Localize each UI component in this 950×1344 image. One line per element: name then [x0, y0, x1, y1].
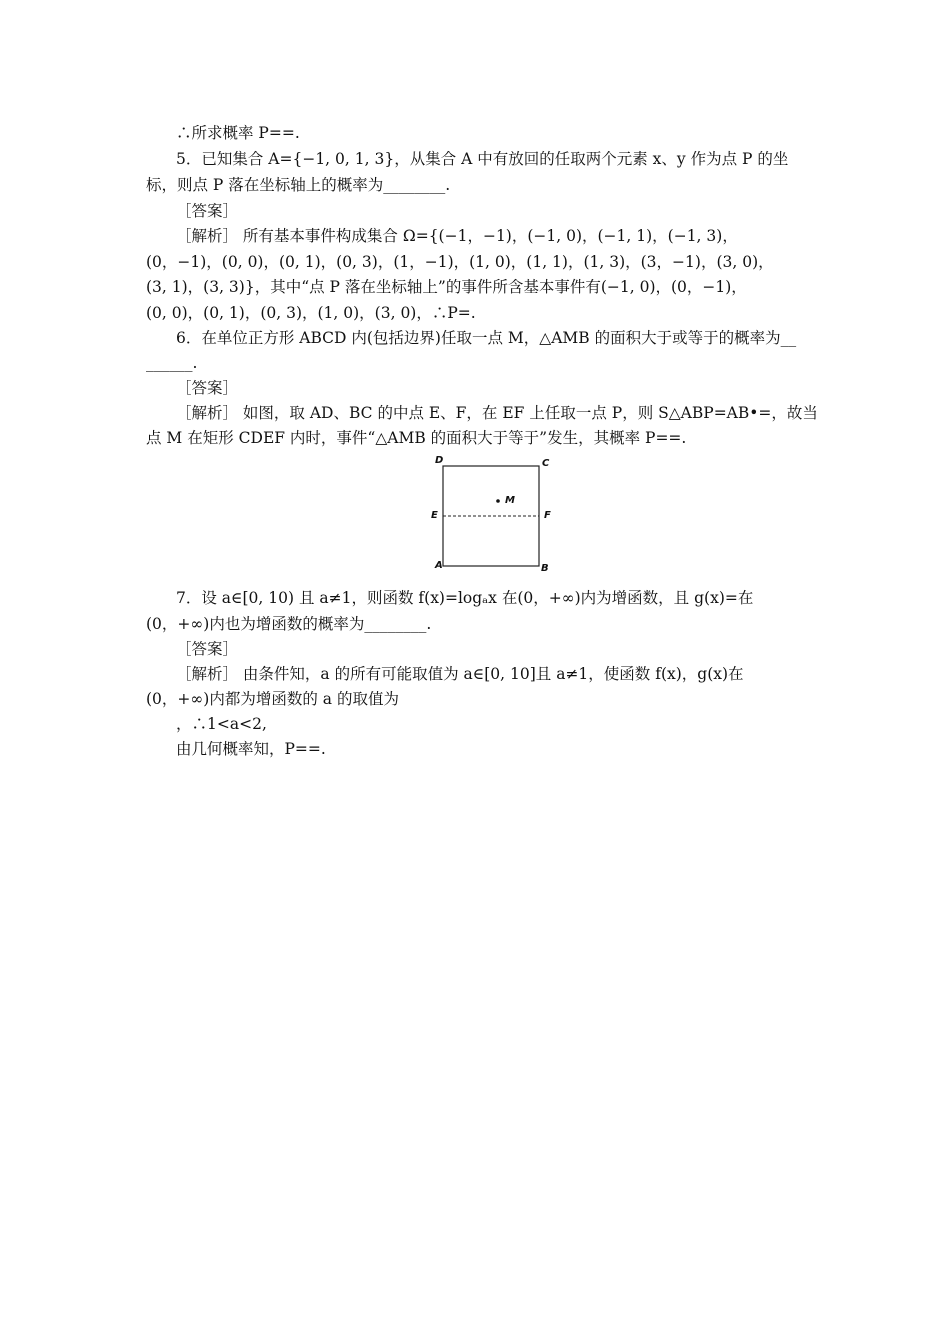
text-line: (3, 1)，(3, 3)}，其中“点 P 落在坐标轴上”的事件所含基本事件有(−1, 0)，(0，−1)，	[146, 278, 747, 296]
answer-label: ［答案］	[176, 202, 239, 220]
label-c: C	[542, 458, 550, 469]
text-line: ，∴1<a<2,	[176, 715, 267, 733]
question-7: 7．设 a∈[0, 10) 且 a≠1，则函数 f(x)=logₐx 在(0，+∞)内为增函数，且 g(x)=在	[176, 589, 754, 607]
answer-label: ［答案］	[176, 640, 239, 658]
text-line: (0, 0)，(0, 1)，(0, 3)，(1, 0)，(3, 0)，∴P=.	[146, 304, 476, 322]
text-line: ∴所求概率 P==.	[176, 124, 300, 142]
label-b: B	[541, 563, 549, 574]
label-a: A	[435, 560, 443, 571]
label-e: E	[431, 510, 438, 521]
text-line: (0，−1)，(0, 0)，(0, 1)，(0, 3)，(1，−1)，(1, 0)，(1, 1)，(1, 3)，(3，−1)，(3, 0)，	[146, 253, 774, 271]
question-6: 6．在单位正方形 ABCD 内(包括边界)任取一点 M，△AMB 的面积大于或等于的概率为__	[176, 329, 797, 347]
answer-label: ［答案］	[176, 379, 239, 397]
text-line: 由几何概率知，P==.	[176, 740, 326, 758]
text-line: ______.	[146, 354, 198, 372]
text-line: (0，+∞)内也为增函数的概率为________.	[146, 615, 432, 633]
point-m	[496, 499, 500, 503]
analysis-6: ［解析］ 如图，取 AD、BC 的中点 E、F，在 EF 上任取一点 P，则 S△ABP=AB•=，故当	[176, 404, 818, 422]
square-figure	[420, 452, 560, 577]
text-line: 点 M 在矩形 CDEF 内时，事件“△AMB 的面积大于等于”发生，其概率 P==.	[146, 429, 687, 447]
label-m: M	[505, 495, 515, 506]
analysis-5: ［解析］ 所有基本事件构成集合 Ω={(−1，−1)，(−1, 0)，(−1, 1)，(−1, 3)，	[176, 227, 738, 245]
square-diagram	[420, 452, 560, 577]
label-f: F	[544, 510, 551, 521]
analysis-7: ［解析］ 由条件知，a 的所有可能取值为 a∈[0, 10]且 a≠1，使函数 f(x)，g(x)在	[176, 665, 744, 683]
text-line: 标，则点 P 落在坐标轴上的概率为________.	[146, 176, 451, 194]
text-line: (0，+∞)内都为增函数的 a 的取值为	[146, 690, 399, 708]
question-5: 5．已知集合 A={−1, 0, 1, 3}，从集合 A 中有放回的任取两个元素 x、y 作为点 P 的坐	[176, 150, 789, 168]
label-d: D	[435, 455, 444, 466]
